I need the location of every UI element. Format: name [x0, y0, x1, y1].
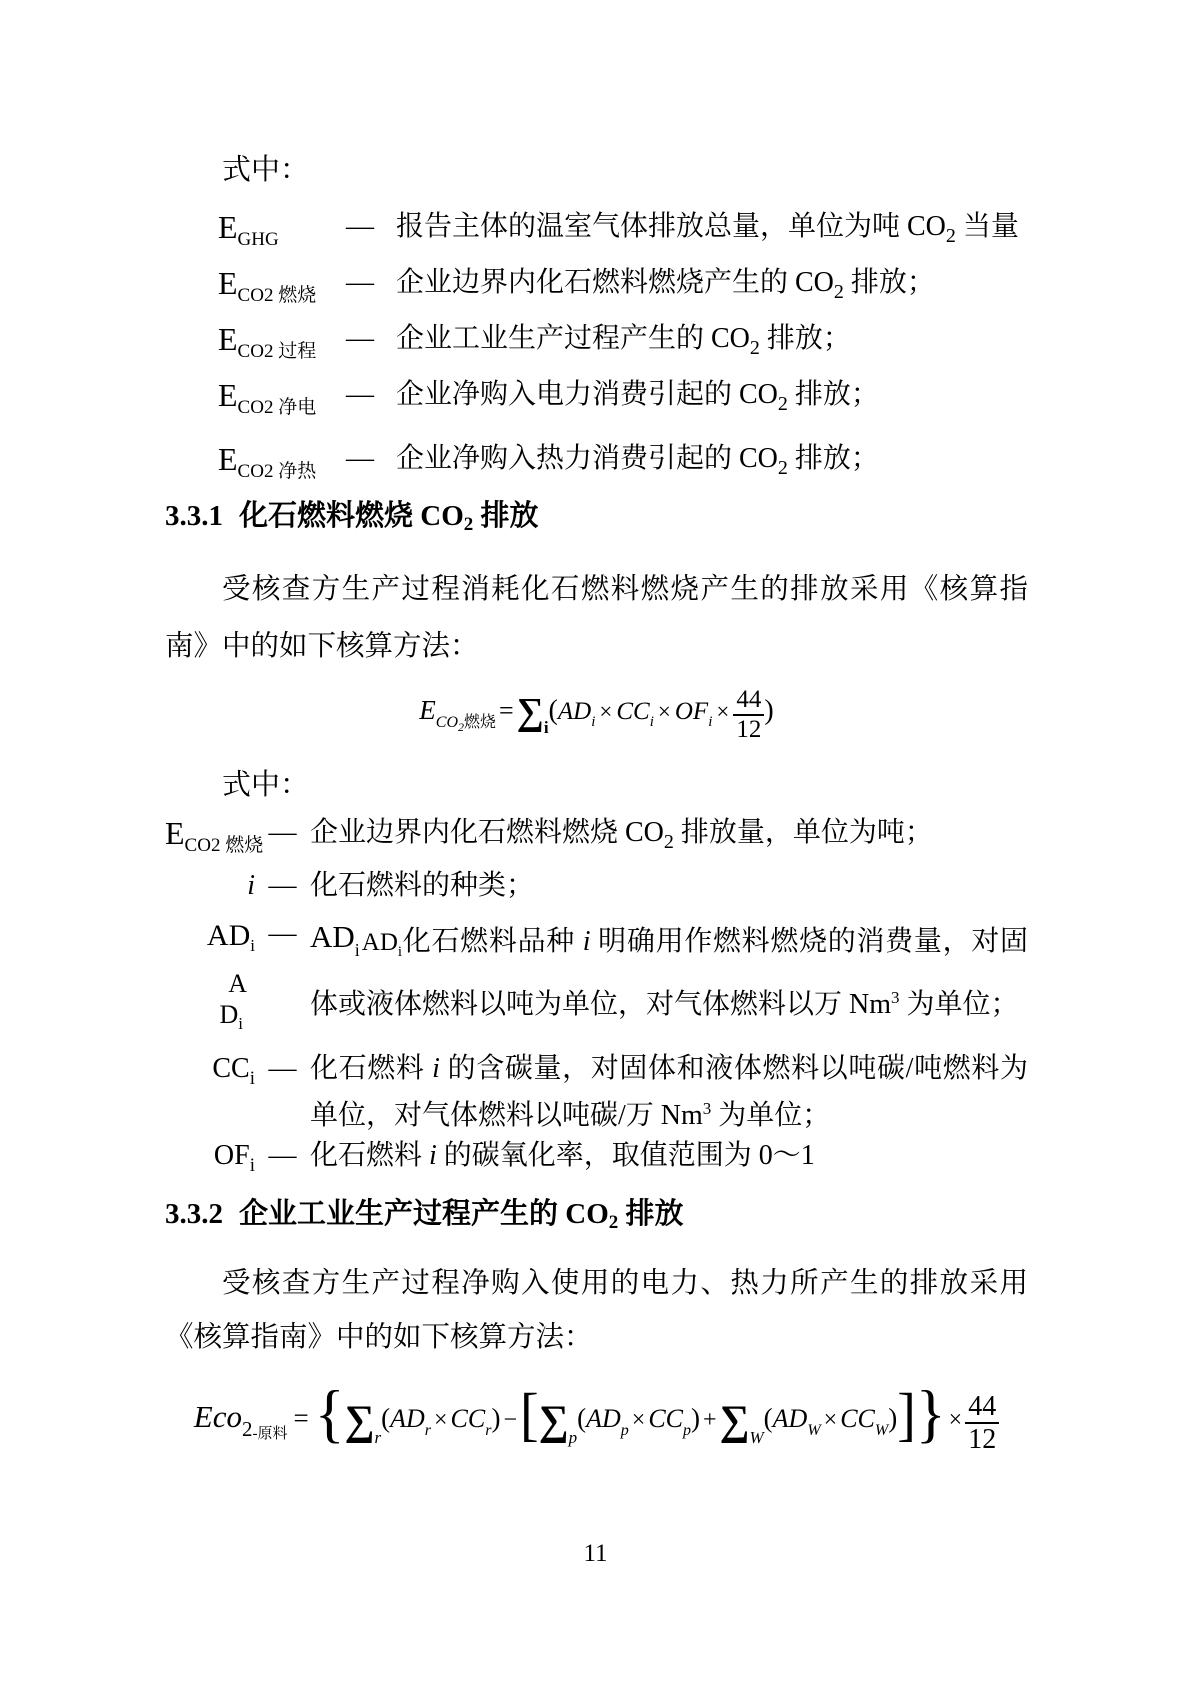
term-ad-i-lead: $AD_i$: [310, 919, 360, 960]
term-e-co2-process: $E_{CO2 过程}$: [218, 321, 317, 362]
term-ad-i: $AD_i$ A $D_i$: [206, 919, 255, 1033]
term-e-co2-combustion: $E_{CO2 燃烧}$: [165, 815, 264, 856]
dash: —: [346, 323, 374, 354]
definition-list-1: [165, 209, 1028, 482]
definition-row-i: [165, 866, 1028, 906]
dash: —: [268, 1053, 297, 1084]
definition-text: $AD_iAD_i$化石燃料品种 i 明确用作燃料燃烧的消费量，对固体或液体燃料以吨为单位，对气体燃料以万 Nm$^3$ 为单位；: [310, 919, 1028, 1020]
formula-co2-raw-material: Eco2-原料={∑r(ADr × CCr) −[∑p(ADp × CCp) +∑W(ADW × CCW)]} × $\frac{44}{12}$: [165, 1371, 1028, 1457]
sum-icon: ∑: [538, 1398, 569, 1444]
page-content: [165, 0, 1028, 1457]
term-of-i: $OF_i$: [213, 1140, 255, 1176]
definition-text: 化石燃料 i 的碳氧化率，取值范围为 0～1: [310, 1140, 815, 1171]
formula-intro-2: 式中：: [222, 769, 310, 801]
close-bracket: ]: [897, 1382, 916, 1448]
paragraph-2: 受核查方生产过程净购入使用的电力、热力所产生的排放采用《核算指南》中的如下核算方法：: [165, 1268, 1028, 1353]
section-heading-3-3-1: 3.3.1 化石燃料燃烧 CO2 排放: [165, 500, 539, 535]
dash: —: [346, 211, 374, 242]
dash: —: [268, 817, 297, 848]
definition-list-2: [165, 813, 1028, 1186]
sum-icon: ∑: [344, 1398, 375, 1444]
term-ad-i-lead-small: $AD_i$: [361, 929, 403, 960]
paragraph-1: 受核查方生产过程消耗化石燃料燃烧产生的排放采用《核算指南》中的如下核算方法：: [165, 574, 1028, 662]
dash: —: [346, 267, 374, 298]
definition-row-eco2-heat: [165, 441, 1028, 482]
definition-row-adi: [165, 914, 1028, 1039]
dash: —: [268, 870, 297, 901]
dash: —: [268, 918, 297, 949]
definition-text: 化石燃料 i 的含碳量，对固体和液体燃料以吨碳/吨燃料为单位，对气体燃料以吨碳/万 Nm$^3$ 为单位；: [310, 1053, 1028, 1131]
close-brace: }: [915, 1378, 946, 1450]
fraction-44-12: $\frac{44}{12}$: [733, 686, 764, 744]
dash: —: [346, 443, 374, 474]
term-e-co2-electricity: $E_{CO2 净电}$: [218, 377, 317, 418]
dash: —: [268, 1140, 297, 1171]
definition-row-eghg: [165, 209, 1028, 250]
definition-text: 企业净购入电力消费引起的 $CO_2$ 排放；: [396, 379, 879, 415]
term-i: i: [247, 870, 255, 901]
section-heading-3-3-2: 3.3.2 企业工业生产过程产生的 CO2 排放: [165, 1198, 684, 1233]
definition-row-eco2-combustion-2: [165, 813, 1028, 866]
formula-intro-1: 式中：: [222, 154, 310, 186]
term-e-ghg: $E_{GHG}$: [218, 209, 279, 250]
term-e-co2-heat: $E_{CO2 净热}$: [218, 441, 317, 482]
page-number: 11: [583, 1540, 608, 1567]
sum-icon: ∑: [516, 691, 544, 733]
definition-text: 企业边界内化石燃料燃烧产生的 $CO_2$ 排放；: [396, 267, 935, 303]
definition-row-ofi: [165, 1136, 1028, 1186]
definition-text: 化石燃料的种类；: [310, 870, 535, 901]
definition-row-eco2-process: [165, 321, 1028, 362]
term-cc-i: $CC_i$: [212, 1053, 255, 1089]
definition-text: 企业工业生产过程产生的 $CO_2$ 排放；: [396, 323, 851, 359]
definition-row-eco2-electricity: [165, 377, 1028, 418]
definition-text: 企业边界内化石燃料燃烧 $CO_2$ 排放量，单位为吨；: [310, 817, 933, 853]
definition-text: 报告主体的温室气体排放总量，单位为吨 $CO_2$ 当量: [396, 211, 1019, 247]
definition-text: 企业净购入热力消费引起的 $CO_2$ 排放；: [396, 443, 879, 479]
dash: —: [346, 379, 374, 410]
definition-row-cci: [165, 1049, 1028, 1136]
sum-icon: ∑: [719, 1398, 750, 1444]
definition-row-eco2-combustion: [165, 265, 1028, 306]
formula-co2-combustion: $ECO_2$燃烧 =∑i(ADi × CCi × OFi × $\frac{44}{12}$ ): [419, 686, 774, 744]
fraction-44-12: $\frac{44}{12}$: [965, 1391, 999, 1456]
open-bracket: [: [519, 1382, 539, 1448]
term-e-co2-combustion: $E_{CO2 燃烧}$: [218, 265, 317, 306]
open-brace: {: [314, 1378, 345, 1450]
